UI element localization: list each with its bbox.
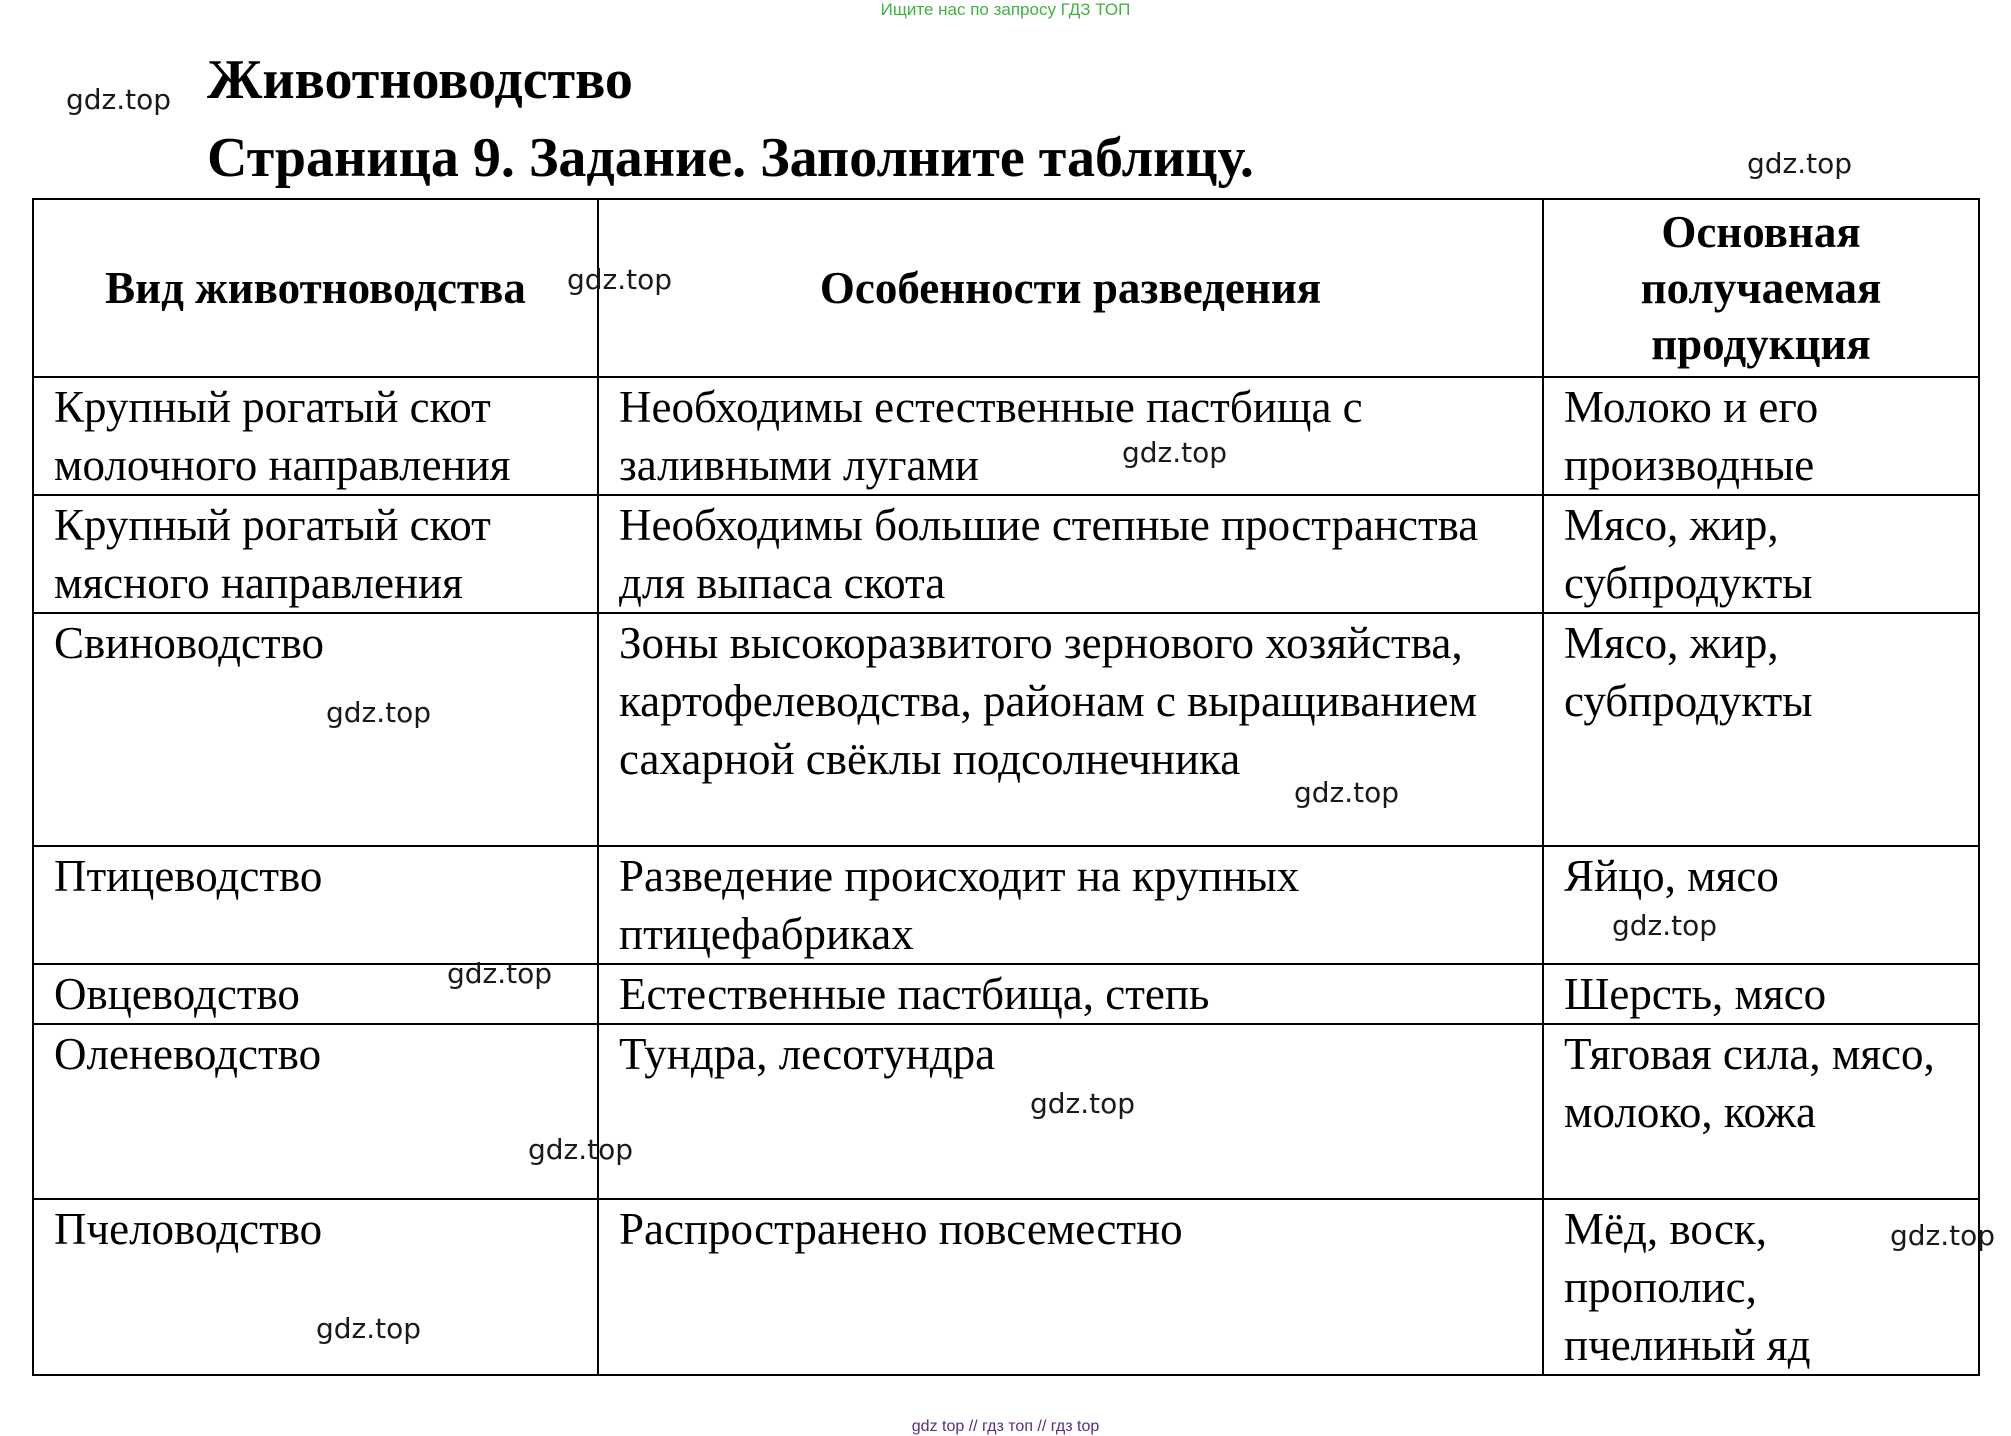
table-cell: Мясо, жир, субпродукты: [1543, 613, 1979, 846]
watermark: gdz.top: [66, 83, 172, 116]
page-subtitle: Страница 9. Задание. Заполните таблицу.: [207, 127, 1254, 189]
watermark: gdz.top: [1890, 1219, 1996, 1252]
footer-links: gdz top // гдз топ // гдз top: [911, 1418, 1100, 1435]
watermark: gdz.top: [1612, 909, 1718, 942]
table-cell: Пчеловодство: [33, 1199, 598, 1375]
table-cell: Яйцо, мясо: [1543, 846, 1979, 964]
column-header: Вид животноводства: [33, 199, 598, 377]
watermark: gdz.top: [447, 957, 553, 990]
table-cell: Разведение происходит на крупных птицефабриках: [598, 846, 1543, 964]
column-header: Особенности разведения: [598, 199, 1543, 377]
table-row: [33, 495, 1979, 613]
column-header: Основная получаемая продукция: [1543, 199, 1979, 377]
table-cell: Распространено повсеместно: [598, 1199, 1543, 1375]
watermark: gdz.top: [1122, 436, 1228, 469]
table-cell: Тундра, лесотундра: [598, 1024, 1543, 1199]
table-row: [33, 1024, 1979, 1199]
watermark: gdz.top: [1747, 147, 1853, 180]
table-cell: Молоко и его производные: [1543, 377, 1979, 495]
table-cell: Крупный рогатый скот мясного направления: [33, 495, 598, 613]
watermark: gdz.top: [326, 696, 432, 729]
table-header-row: [33, 199, 1979, 377]
table-cell: Естественные пастбища, степь: [598, 964, 1543, 1024]
watermark: gdz.top: [1294, 776, 1400, 809]
table-cell: Зоны высокоразвитого зернового хозяйства, картофелеводства, районам с выращиванием сахарной свёклы подсолнечника: [598, 613, 1543, 846]
table-row: [33, 613, 1979, 846]
top-banner: Ищите нас по запросу ГДЗ ТОП: [880, 0, 1131, 19]
table-cell: Овцеводство: [33, 964, 598, 1024]
page-title: Животноводство: [207, 49, 633, 111]
table-cell: Оленеводство: [33, 1024, 598, 1199]
table-cell: Свиноводство: [33, 613, 598, 846]
table-cell: Птицеводство: [33, 846, 598, 964]
table-row: [33, 377, 1979, 495]
table-cell: Необходимы естественные пастбища с заливными лугами: [598, 377, 1543, 495]
table-cell: Необходимы большие степные пространства для выпаса скота: [598, 495, 1543, 613]
table-row: [33, 964, 1979, 1024]
livestock-table: [32, 198, 1980, 1376]
watermark: gdz.top: [528, 1133, 634, 1166]
table-cell: Мёд, воск, прополис, пчелиный яд: [1543, 1199, 1979, 1375]
table-cell: Мясо, жир, субпродукты: [1543, 495, 1979, 613]
table-cell: Шерсть, мясо: [1543, 964, 1979, 1024]
watermark: gdz.top: [1030, 1087, 1136, 1120]
table-row: [33, 846, 1979, 964]
table-cell: Крупный рогатый скот молочного направления: [33, 377, 598, 495]
table-row: [33, 1199, 1979, 1375]
table-cell: Тяговая сила, мясо, молоко, кожа: [1543, 1024, 1979, 1199]
watermark: gdz.top: [316, 1312, 422, 1345]
watermark: gdz.top: [567, 263, 673, 296]
